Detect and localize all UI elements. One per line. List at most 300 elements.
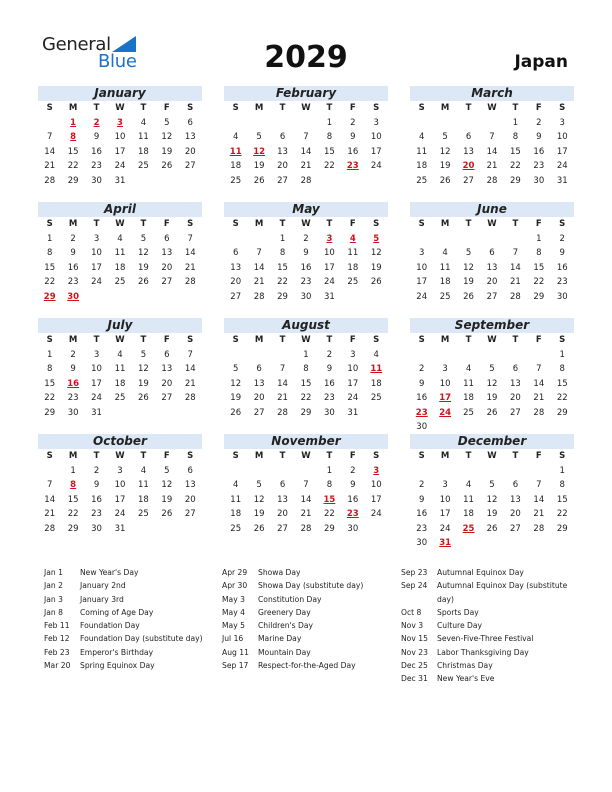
- day: 15: [67, 494, 79, 505]
- empty-day: [224, 116, 247, 131]
- holiday-day: 11: [370, 364, 383, 374]
- day: 15: [277, 262, 288, 273]
- month-october: [38, 434, 202, 536]
- weekday-label: S: [418, 335, 425, 345]
- weekday-label: T: [93, 451, 100, 461]
- holiday-name: Greenery Day: [258, 607, 311, 617]
- holiday-date: Dec 31: [401, 674, 428, 684]
- day: 31: [323, 291, 335, 302]
- day: 28: [509, 291, 521, 302]
- day: 29: [300, 407, 312, 418]
- holiday-name: New Year's Day: [80, 568, 139, 577]
- holiday-row: [44, 566, 214, 579]
- day: 8: [47, 248, 53, 258]
- holiday-day: 11: [229, 146, 242, 157]
- month-january: [38, 86, 202, 188]
- month-days-grid: [224, 101, 388, 188]
- holiday-name: Showa Day: [258, 568, 301, 577]
- day: 18: [114, 378, 126, 389]
- day: 30: [67, 407, 79, 418]
- holiday-row: [401, 566, 573, 579]
- day: 26: [463, 291, 474, 302]
- day: 19: [230, 393, 242, 403]
- weekday-label: M: [440, 451, 450, 461]
- holiday-name: Labor Thanksgiving Day: [437, 647, 529, 657]
- holiday-name: January 3rd: [80, 594, 124, 604]
- day: 13: [184, 480, 196, 490]
- weekday-label: F: [349, 451, 356, 461]
- day: 10: [347, 364, 359, 374]
- weekday-label: T: [465, 335, 472, 345]
- weekday-label: M: [68, 219, 78, 229]
- day: 6: [187, 117, 193, 128]
- weekday-label: F: [163, 219, 170, 229]
- day: 14: [253, 262, 265, 273]
- day: 4: [465, 480, 472, 490]
- day: 11: [114, 364, 126, 374]
- day: 22: [323, 161, 335, 171]
- day: 14: [277, 378, 288, 389]
- holiday-name: Constitution Day: [258, 594, 322, 604]
- holiday-list-column-2: [222, 566, 397, 672]
- day: 26: [486, 407, 498, 418]
- day: 1: [536, 233, 542, 244]
- day: 6: [489, 248, 495, 258]
- day: 3: [442, 480, 448, 490]
- day: 22: [533, 277, 545, 287]
- weekday-label: T: [465, 451, 472, 461]
- day: 11: [439, 262, 451, 273]
- day: 7: [47, 480, 53, 490]
- day: 23: [91, 509, 102, 519]
- day: 23: [416, 523, 428, 534]
- day: 28: [44, 175, 56, 186]
- month-november: [224, 434, 388, 536]
- day: 31: [347, 407, 359, 418]
- empty-day: [457, 232, 480, 247]
- day: 8: [326, 132, 333, 142]
- day: 29: [277, 291, 288, 302]
- weekday-label: S: [373, 219, 380, 229]
- day: 19: [137, 262, 149, 273]
- month-days-grid: [38, 449, 202, 536]
- day: 25: [137, 161, 149, 171]
- empty-day: [247, 232, 270, 247]
- day: 17: [439, 509, 451, 519]
- weekday-label: M: [440, 219, 450, 229]
- day: 27: [463, 175, 474, 186]
- holiday-day: 23: [346, 509, 359, 519]
- weekday-label: T: [140, 103, 147, 113]
- holiday-row: [222, 606, 397, 619]
- month-name: December: [410, 434, 574, 449]
- day: 14: [300, 146, 312, 157]
- empty-day: [38, 464, 61, 479]
- empty-day: [527, 464, 550, 479]
- day: 20: [161, 378, 173, 389]
- empty-day: [480, 232, 503, 247]
- day: 24: [370, 161, 382, 171]
- day: 13: [253, 378, 265, 389]
- weekday-label: M: [68, 451, 78, 461]
- day: 14: [533, 378, 545, 389]
- empty-day: [504, 348, 527, 363]
- day: 1: [326, 465, 333, 476]
- day: 15: [556, 494, 568, 505]
- day: 21: [184, 262, 196, 273]
- day: 24: [556, 161, 568, 171]
- day: 24: [416, 291, 428, 302]
- day: 15: [509, 146, 521, 157]
- day: 15: [44, 378, 56, 389]
- day: 27: [253, 407, 265, 418]
- empty-day: [527, 348, 550, 363]
- day: 7: [187, 233, 193, 244]
- holiday-date: Apr 29: [222, 568, 248, 577]
- day: 27: [230, 291, 242, 302]
- holiday-date: Feb 12: [44, 634, 70, 644]
- weekday-label: S: [232, 335, 239, 345]
- weekday-label: W: [487, 103, 497, 113]
- day: 13: [486, 262, 498, 273]
- day: 10: [556, 132, 568, 142]
- day: 17: [323, 262, 335, 273]
- month-days-grid: [38, 101, 202, 188]
- day: 13: [161, 364, 173, 374]
- day: 10: [323, 248, 335, 258]
- day: 6: [279, 480, 286, 490]
- day: 16: [416, 393, 428, 403]
- day: 28: [253, 291, 265, 302]
- holiday-day: 23: [415, 407, 428, 418]
- weekday-label: S: [373, 451, 380, 461]
- holiday-row: [222, 566, 397, 579]
- day: 5: [140, 349, 147, 360]
- holiday-name: Culture Day: [437, 621, 483, 631]
- day: 31: [114, 523, 126, 534]
- weekday-label: S: [373, 335, 380, 345]
- month-september: [410, 318, 574, 435]
- day: 19: [463, 277, 474, 287]
- month-days-grid: [410, 217, 574, 304]
- holiday-day: 20: [462, 161, 475, 171]
- holiday-day: 3: [373, 465, 380, 476]
- holiday-day: 8: [70, 132, 77, 142]
- day: 17: [556, 146, 568, 157]
- holiday-row: [222, 593, 397, 606]
- day: 26: [253, 175, 265, 186]
- day: 5: [256, 480, 262, 490]
- holiday-row: [44, 579, 214, 592]
- day: 24: [347, 393, 359, 403]
- day: 7: [536, 364, 542, 374]
- day: 4: [140, 117, 147, 128]
- weekday-label: M: [68, 335, 78, 345]
- day: 28: [277, 407, 288, 418]
- holiday-name: Foundation Day (substitute day): [80, 634, 203, 644]
- day: 23: [300, 277, 312, 287]
- day: 27: [184, 161, 196, 171]
- day: 25: [439, 291, 451, 302]
- weekday-label: F: [535, 451, 542, 461]
- holiday-name: Autumnal Equinox Day: [437, 568, 524, 577]
- holiday-day: 31: [439, 538, 452, 548]
- holiday-row: [44, 619, 214, 632]
- day: 23: [67, 277, 79, 287]
- holiday-date: Jul 16: [222, 634, 244, 644]
- month-name: November: [224, 434, 388, 449]
- weekday-label: S: [373, 103, 380, 113]
- weekday-label: M: [440, 103, 450, 113]
- empty-day: [457, 464, 480, 479]
- holiday-row: [401, 606, 573, 619]
- day: 3: [559, 117, 565, 128]
- day: 8: [47, 364, 53, 374]
- holiday-name: Seven-Five-Three Festival: [437, 634, 534, 644]
- day: 19: [161, 494, 173, 505]
- day: 3: [442, 364, 448, 374]
- day: 21: [509, 277, 521, 287]
- day: 7: [536, 480, 542, 490]
- day: 27: [509, 523, 521, 534]
- empty-day: [480, 348, 503, 363]
- month-name: May: [224, 202, 388, 217]
- month-days-grid: [410, 333, 574, 435]
- day: 5: [140, 233, 147, 244]
- day: 15: [556, 378, 568, 389]
- holiday-day: 15: [323, 494, 336, 505]
- day: 26: [439, 175, 451, 186]
- day: 20: [230, 277, 242, 287]
- day: 11: [347, 248, 359, 258]
- day: 21: [533, 393, 545, 403]
- weekday-label: T: [93, 219, 100, 229]
- day: 17: [91, 262, 102, 273]
- weekday-label: T: [93, 335, 100, 345]
- day: 9: [350, 132, 356, 142]
- day: 20: [161, 262, 173, 273]
- empty-day: [480, 464, 503, 479]
- holiday-list-column-3: [401, 566, 573, 686]
- month-name: September: [410, 318, 574, 333]
- month-name: February: [224, 86, 388, 101]
- day: 13: [509, 378, 521, 389]
- day: 10: [439, 494, 451, 505]
- day: 24: [439, 523, 451, 534]
- weekday-label: F: [349, 103, 356, 113]
- holiday-name: Coming of Age Day: [80, 607, 154, 617]
- holiday-row: [44, 646, 214, 659]
- day: 28: [300, 523, 312, 534]
- day: 21: [533, 509, 545, 519]
- day: 8: [326, 480, 333, 490]
- day: 25: [370, 393, 382, 403]
- day: 2: [559, 233, 565, 244]
- day: 31: [91, 407, 102, 418]
- holiday-name: Showa Day (substitute day): [258, 581, 364, 591]
- empty-day: [294, 464, 317, 479]
- day: 22: [277, 277, 288, 287]
- empty-day: [480, 116, 503, 131]
- day: 9: [303, 248, 309, 258]
- day: 10: [370, 480, 382, 490]
- month-august: [224, 318, 388, 420]
- holiday-day: 3: [326, 233, 333, 244]
- day: 6: [187, 465, 193, 476]
- empty-day: [410, 464, 433, 479]
- empty-day: [247, 348, 270, 363]
- day: 28: [184, 277, 196, 287]
- day: 14: [300, 494, 312, 505]
- empty-day: [504, 232, 527, 247]
- holiday-name: Respect-for-the-Aged Day: [258, 661, 356, 671]
- holiday-date: Dec 25: [401, 661, 428, 671]
- day: 23: [556, 277, 568, 287]
- day: 3: [93, 349, 100, 360]
- logo-general-text: General: [42, 34, 111, 55]
- holiday-day: 1: [70, 117, 77, 128]
- weekday-label: S: [559, 451, 566, 461]
- day: 2: [350, 465, 356, 476]
- day: 12: [486, 378, 498, 389]
- holiday-row: [222, 659, 397, 672]
- day: 20: [277, 509, 288, 519]
- day: 28: [486, 175, 498, 186]
- day: 17: [370, 494, 382, 505]
- day: 13: [463, 146, 474, 157]
- empty-day: [271, 116, 294, 131]
- day: 22: [509, 161, 521, 171]
- holiday-row: [222, 646, 397, 659]
- month-february: [224, 86, 388, 188]
- day: 25: [230, 523, 242, 534]
- day: 12: [463, 262, 474, 273]
- holiday-day: 30: [67, 291, 80, 302]
- day: 20: [253, 393, 265, 403]
- day: 24: [91, 277, 102, 287]
- weekday-label: S: [559, 103, 566, 113]
- day: 2: [70, 233, 76, 244]
- day: 5: [489, 480, 495, 490]
- month-name: January: [38, 86, 202, 101]
- weekday-label: S: [232, 219, 239, 229]
- weekday-label: M: [254, 219, 264, 229]
- month-may: [224, 202, 388, 304]
- day: 21: [184, 378, 196, 389]
- day: 16: [347, 494, 359, 505]
- day: 27: [277, 175, 288, 186]
- weekday-label: W: [115, 451, 125, 461]
- day: 14: [509, 262, 521, 273]
- day: 17: [114, 494, 126, 505]
- weekday-label: S: [418, 451, 425, 461]
- holiday-date: Oct 8: [401, 607, 422, 617]
- weekday-label: F: [349, 219, 356, 229]
- day: 3: [93, 233, 100, 244]
- holiday-day: 12: [253, 146, 266, 157]
- weekday-label: F: [349, 335, 356, 345]
- day: 20: [509, 393, 521, 403]
- empty-day: [247, 464, 270, 479]
- day: 9: [93, 132, 100, 142]
- weekday-label: T: [140, 219, 147, 229]
- day: 18: [370, 378, 382, 389]
- holiday-row: [401, 579, 573, 606]
- day: 28: [533, 407, 545, 418]
- day: 27: [486, 291, 498, 302]
- day: 17: [416, 277, 428, 287]
- day: 12: [253, 494, 265, 505]
- weekday-label: T: [326, 451, 333, 461]
- day: 4: [442, 248, 448, 258]
- day: 15: [300, 378, 312, 389]
- holiday-day: 5: [373, 233, 380, 244]
- weekday-label: S: [187, 103, 194, 113]
- day: 6: [233, 248, 239, 258]
- holiday-row: [44, 593, 214, 606]
- day: 9: [70, 364, 76, 374]
- holiday-row: [44, 606, 214, 619]
- day: 9: [326, 364, 333, 374]
- day: 6: [164, 233, 170, 244]
- weekday-label: T: [512, 219, 519, 229]
- weekday-label: W: [115, 219, 125, 229]
- empty-day: [224, 348, 247, 363]
- weekday-label: M: [254, 451, 264, 461]
- holiday-name: Christmas Day: [437, 661, 493, 671]
- day: 10: [370, 132, 382, 142]
- day: 12: [439, 146, 451, 157]
- holiday-name: Children's Day: [258, 621, 314, 631]
- day: 13: [161, 248, 173, 258]
- holiday-day: 25: [462, 523, 475, 534]
- holiday-date: Nov 15: [401, 634, 428, 644]
- holiday-row: [401, 619, 573, 632]
- holiday-name: Mountain Day: [258, 647, 311, 657]
- country-name: Japan: [514, 52, 568, 72]
- day: 18: [230, 161, 242, 171]
- day: 25: [463, 407, 474, 418]
- holiday-date: Mar 20: [44, 661, 71, 671]
- weekday-label: T: [326, 219, 333, 229]
- holiday-date: Apr 30: [222, 581, 248, 591]
- day: 21: [300, 161, 312, 171]
- empty-day: [294, 116, 317, 131]
- weekday-label: M: [440, 335, 450, 345]
- day: 9: [419, 494, 425, 505]
- day: 14: [486, 146, 498, 157]
- day: 16: [323, 378, 335, 389]
- holiday-day: 24: [439, 407, 452, 418]
- day: 11: [137, 132, 149, 142]
- day: 28: [533, 523, 545, 534]
- day: 19: [137, 378, 149, 389]
- day: 30: [556, 291, 568, 302]
- day: 5: [442, 132, 448, 142]
- holiday-date: May 3: [222, 594, 245, 604]
- day: 18: [347, 262, 359, 273]
- empty-day: [271, 348, 294, 363]
- day: 9: [559, 248, 565, 258]
- day: 1: [279, 233, 286, 244]
- day: 9: [419, 378, 425, 389]
- day: 25: [230, 175, 242, 186]
- day: 8: [536, 248, 542, 258]
- day: 28: [300, 175, 312, 186]
- day: 4: [140, 465, 147, 476]
- day: 7: [47, 132, 53, 142]
- weekday-label: F: [535, 335, 542, 345]
